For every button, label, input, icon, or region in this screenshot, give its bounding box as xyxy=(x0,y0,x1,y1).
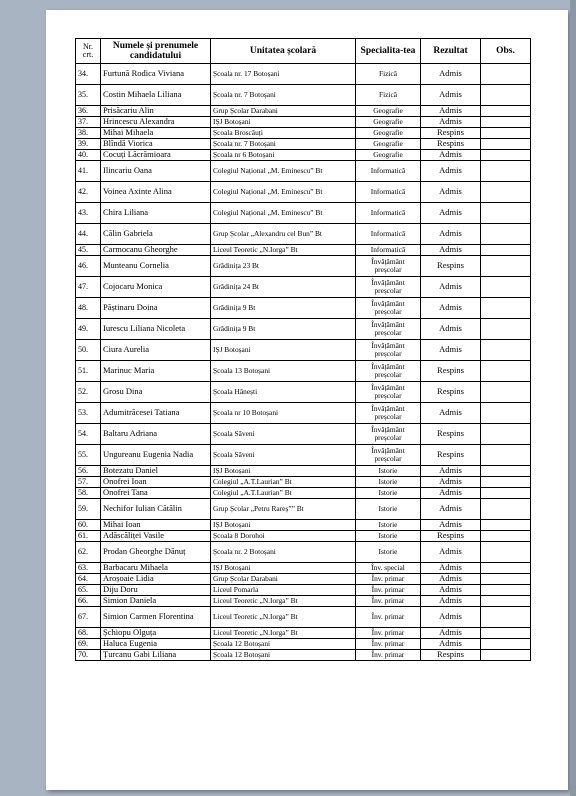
cell-name: Hrincescu Alexandra xyxy=(101,117,211,128)
cell-spec: Fizică xyxy=(356,85,421,106)
cell-obs xyxy=(481,499,531,520)
cell-spec: Înv. primar xyxy=(356,650,421,661)
cell-spec: Geografie xyxy=(356,150,421,161)
cell-obs xyxy=(481,245,531,256)
cell-name: Ungureanu Eugenia Nadia xyxy=(101,445,211,466)
table-row xyxy=(76,117,531,128)
cell-unit: Grup Școlar Darabani xyxy=(211,574,356,585)
cell-nr: 49. xyxy=(76,319,101,340)
cell-unit: Colegiul Național „M. Eminescu” Bt xyxy=(211,203,356,224)
cell-name: Adăscăliței Vasile xyxy=(101,531,211,542)
cell-unit: Școala nr. 7 Botoșani xyxy=(211,85,356,106)
cell-rez: Admis xyxy=(421,161,481,182)
cell-rez: Admis xyxy=(421,607,481,628)
cell-obs xyxy=(481,361,531,382)
cell-nr: 37. xyxy=(76,117,101,128)
cell-name: Baltaru Adriana xyxy=(101,424,211,445)
cell-name: Ciura Aurelia xyxy=(101,340,211,361)
cell-spec: Înv. primar xyxy=(356,574,421,585)
cell-nr: 56. xyxy=(76,466,101,477)
cell-obs xyxy=(481,203,531,224)
cell-unit: Grădinița 23 Bt xyxy=(211,256,356,277)
cell-nr: 36. xyxy=(76,106,101,117)
cell-nr: 44. xyxy=(76,224,101,245)
cell-unit: Colegiul Național „M. Eminescu” Bt xyxy=(211,161,356,182)
cell-obs xyxy=(481,403,531,424)
table-row xyxy=(76,403,531,424)
cell-nr: 62. xyxy=(76,542,101,563)
cell-rez: Admis xyxy=(421,340,481,361)
cell-nr: 69. xyxy=(76,639,101,650)
cell-rez: Admis xyxy=(421,488,481,499)
cell-obs xyxy=(481,628,531,639)
cell-rez: Admis xyxy=(421,319,481,340)
header-obs: Obs. xyxy=(481,39,531,64)
table-body xyxy=(76,64,531,661)
cell-rez: Admis xyxy=(421,563,481,574)
cell-spec: Înv. primar xyxy=(356,585,421,596)
cell-unit: Școala Broscăuți xyxy=(211,128,356,139)
cell-unit: IȘJ Botoșani xyxy=(211,466,356,477)
cell-spec: Istorie xyxy=(356,499,421,520)
cell-spec: Învățământ preșcolar xyxy=(356,319,421,340)
cell-name: Haluca Eugenia xyxy=(101,639,211,650)
cell-unit: Școala nr. 7 Botoșani xyxy=(211,139,356,150)
cell-spec: Geografie xyxy=(356,128,421,139)
cell-unit: Școala 12 Botoșani xyxy=(211,650,356,661)
cell-nr: 40. xyxy=(76,150,101,161)
cell-name: Călin Gabriela xyxy=(101,224,211,245)
cell-spec: Învățământ preșcolar xyxy=(356,340,421,361)
cell-unit: Grădinița 24 Bt xyxy=(211,277,356,298)
cell-nr: 34. xyxy=(76,64,101,85)
cell-name: Păștinaru Doina xyxy=(101,298,211,319)
cell-rez: Admis xyxy=(421,596,481,607)
cell-nr: 65. xyxy=(76,585,101,596)
cell-rez: Admis xyxy=(421,64,481,85)
cell-unit: Școala nr 10 Botoșani xyxy=(211,403,356,424)
table-row xyxy=(76,563,531,574)
cell-unit: Liceul Pomarla xyxy=(211,585,356,596)
cell-obs xyxy=(481,382,531,403)
cell-nr: 67. xyxy=(76,607,101,628)
cell-obs xyxy=(481,520,531,531)
cell-name: Chira Liliana xyxy=(101,203,211,224)
cell-obs xyxy=(481,64,531,85)
cell-obs xyxy=(481,424,531,445)
cell-unit: IȘJ Botoșani xyxy=(211,563,356,574)
cell-spec: Istorie xyxy=(356,466,421,477)
cell-rez: Admis xyxy=(421,542,481,563)
table-header-row xyxy=(76,39,531,64)
table-row xyxy=(76,466,531,477)
cell-name: Onofrei Ioan xyxy=(101,477,211,488)
cell-spec: Geografie xyxy=(356,139,421,150)
cell-name: Munteanu Cornelia xyxy=(101,256,211,277)
cell-nr: 60. xyxy=(76,520,101,531)
cell-obs xyxy=(481,128,531,139)
cell-rez: Admis xyxy=(421,574,481,585)
cell-unit: Colegiul Național „M. Eminescu” Bt xyxy=(211,182,356,203)
table-row xyxy=(76,628,531,639)
table-row xyxy=(76,607,531,628)
cell-nr: 48. xyxy=(76,298,101,319)
cell-nr: 53. xyxy=(76,403,101,424)
table-row xyxy=(76,182,531,203)
cell-unit: Școala 12 Botoșani xyxy=(211,639,356,650)
table-row xyxy=(76,382,531,403)
table-row xyxy=(76,361,531,382)
cell-unit: IȘJ Botoșani xyxy=(211,340,356,361)
cell-nr: 59. xyxy=(76,499,101,520)
header-rez: Rezultat xyxy=(421,39,481,64)
cell-nr: 50. xyxy=(76,340,101,361)
cell-name: Furtună Rodica Viviana xyxy=(101,64,211,85)
cell-spec: Învățământ preșcolar xyxy=(356,403,421,424)
table-row xyxy=(76,203,531,224)
cell-name: Ilincariu Oana xyxy=(101,161,211,182)
cell-unit: Grădinița 9 Bt xyxy=(211,298,356,319)
cell-unit: Colegiul „A.T.Laurian” Bt xyxy=(211,488,356,499)
cell-obs xyxy=(481,585,531,596)
cell-rez: Respins xyxy=(421,531,481,542)
cell-obs xyxy=(481,277,531,298)
cell-name: Mihai Mihaela xyxy=(101,128,211,139)
cell-rez: Admis xyxy=(421,499,481,520)
cell-unit: Școala 8 Dorohoi xyxy=(211,531,356,542)
cell-spec: Înv. primar xyxy=(356,639,421,650)
cell-unit: Liceul Teoretic „N.Iorga” Bt xyxy=(211,607,356,628)
cell-obs xyxy=(481,563,531,574)
header-nr: Nr. crt. xyxy=(76,39,101,64)
cell-spec: Geografie xyxy=(356,117,421,128)
window-edge xyxy=(570,0,576,796)
cell-unit: IȘJ Botoșani xyxy=(211,520,356,531)
cell-unit: Școala Hănești xyxy=(211,382,356,403)
cell-rez: Respins xyxy=(421,128,481,139)
cell-obs xyxy=(481,298,531,319)
header-spec: Specialita-tea xyxy=(356,39,421,64)
cell-name: Mihai Ioan xyxy=(101,520,211,531)
cell-spec: Înv. primar xyxy=(356,628,421,639)
table-row xyxy=(76,574,531,585)
cell-name: Cojocaru Monica xyxy=(101,277,211,298)
document-page xyxy=(46,10,568,790)
cell-spec: Informatică xyxy=(356,203,421,224)
cell-obs xyxy=(481,488,531,499)
table-row xyxy=(76,499,531,520)
cell-rez: Respins xyxy=(421,139,481,150)
cell-spec: Informatică xyxy=(356,161,421,182)
cell-name: Grosu Dina xyxy=(101,382,211,403)
cell-spec: Învățământ preșcolar xyxy=(356,361,421,382)
cell-obs xyxy=(481,542,531,563)
header-unit: Unitatea școlară xyxy=(211,39,356,64)
cell-spec: Fizică xyxy=(356,64,421,85)
cell-obs xyxy=(481,477,531,488)
cell-rez: Admis xyxy=(421,520,481,531)
cell-rez: Admis xyxy=(421,106,481,117)
cell-unit: Grădinița 9 Bt xyxy=(211,319,356,340)
cell-unit: Grup Școlar „Petru Rareș”” Bt xyxy=(211,499,356,520)
cell-rez: Respins xyxy=(421,650,481,661)
cell-name: Adumitrăcesei Tatiana xyxy=(101,403,211,424)
cell-rez: Admis xyxy=(421,639,481,650)
cell-spec: Istorie xyxy=(356,520,421,531)
table-row xyxy=(76,277,531,298)
cell-rez: Respins xyxy=(421,256,481,277)
cell-nr: 58. xyxy=(76,488,101,499)
table-row xyxy=(76,106,531,117)
cell-obs xyxy=(481,161,531,182)
cell-spec: Informatică xyxy=(356,245,421,256)
cell-spec: Istorie xyxy=(356,488,421,499)
cell-unit: Grup Școlar Darabani xyxy=(211,106,356,117)
cell-obs xyxy=(481,117,531,128)
cell-unit: Școala Săveni xyxy=(211,424,356,445)
cell-unit: Grup Școlar „Alexandru cel Bun” Bt xyxy=(211,224,356,245)
cell-obs xyxy=(481,596,531,607)
table-row xyxy=(76,139,531,150)
table-row xyxy=(76,224,531,245)
cell-obs xyxy=(481,182,531,203)
cell-name: Carmocanu Gheorghe xyxy=(101,245,211,256)
cell-name: Aroșoaie Lidia xyxy=(101,574,211,585)
cell-rez: Admis xyxy=(421,150,481,161)
cell-spec: Înv. special xyxy=(356,563,421,574)
cell-spec: Învățământ preșcolar xyxy=(356,445,421,466)
table-row xyxy=(76,150,531,161)
cell-name: Nechifor Iulian Cătălin xyxy=(101,499,211,520)
cell-rez: Admis xyxy=(421,224,481,245)
cell-rez: Admis xyxy=(421,203,481,224)
cell-spec: Învățământ preșcolar xyxy=(356,424,421,445)
cell-rez: Admis xyxy=(421,628,481,639)
cell-nr: 52. xyxy=(76,382,101,403)
cell-name: Prodan Gheorghe Dănuț xyxy=(101,542,211,563)
table-row xyxy=(76,256,531,277)
cell-unit: IȘJ Botoșani xyxy=(211,117,356,128)
cell-obs xyxy=(481,531,531,542)
table-row xyxy=(76,650,531,661)
cell-rez: Admis xyxy=(421,298,481,319)
cell-nr: 45. xyxy=(76,245,101,256)
cell-spec: Învățământ preșcolar xyxy=(356,298,421,319)
cell-obs xyxy=(481,650,531,661)
cell-name: Onofrei Tana xyxy=(101,488,211,499)
cell-rez: Admis xyxy=(421,117,481,128)
cell-nr: 66. xyxy=(76,596,101,607)
cell-obs xyxy=(481,607,531,628)
cell-nr: 47. xyxy=(76,277,101,298)
cell-unit: Școala Săveni xyxy=(211,445,356,466)
cell-obs xyxy=(481,224,531,245)
cell-name: Marinuc Maria xyxy=(101,361,211,382)
cell-name: Cocuți Lăcrămioara xyxy=(101,150,211,161)
table-row xyxy=(76,531,531,542)
cell-unit: Școala nr 6 Botoșani xyxy=(211,150,356,161)
cell-name: Țurcanu Gabi Liliana xyxy=(101,650,211,661)
table-row xyxy=(76,424,531,445)
results-table xyxy=(75,38,531,661)
cell-obs xyxy=(481,319,531,340)
table-row xyxy=(76,488,531,499)
cell-spec: Informatică xyxy=(356,182,421,203)
table-row xyxy=(76,245,531,256)
cell-nr: 38. xyxy=(76,128,101,139)
cell-obs xyxy=(481,574,531,585)
cell-spec: Informatică xyxy=(356,224,421,245)
cell-spec: Înv. primar xyxy=(356,607,421,628)
cell-obs xyxy=(481,639,531,650)
header-name: Numele și prenumele candidatului xyxy=(101,39,211,64)
cell-spec: Istorie xyxy=(356,542,421,563)
cell-name: Prisăcariu Alin xyxy=(101,106,211,117)
cell-nr: 35. xyxy=(76,85,101,106)
cell-rez: Respins xyxy=(421,424,481,445)
cell-unit: Școala nr. 17 Botoșani xyxy=(211,64,356,85)
cell-unit: Liceul Teoretic „N.Iorga” Bt xyxy=(211,628,356,639)
cell-nr: 42. xyxy=(76,182,101,203)
table-row xyxy=(76,596,531,607)
cell-spec: Istorie xyxy=(356,477,421,488)
cell-obs xyxy=(481,150,531,161)
cell-rez: Admis xyxy=(421,477,481,488)
cell-nr: 43. xyxy=(76,203,101,224)
cell-nr: 70. xyxy=(76,650,101,661)
table-row xyxy=(76,340,531,361)
cell-nr: 63. xyxy=(76,563,101,574)
cell-nr: 46. xyxy=(76,256,101,277)
cell-obs xyxy=(481,139,531,150)
table-row xyxy=(76,298,531,319)
cell-rez: Admis xyxy=(421,403,481,424)
cell-nr: 41. xyxy=(76,161,101,182)
cell-nr: 57. xyxy=(76,477,101,488)
cell-spec: Învățământ preșcolar xyxy=(356,277,421,298)
cell-unit: Școala 13 Botoșani xyxy=(211,361,356,382)
cell-name: Diju Doru xyxy=(101,585,211,596)
table-row xyxy=(76,319,531,340)
cell-rez: Admis xyxy=(421,585,481,596)
cell-spec: Învățământ preșcolar xyxy=(356,256,421,277)
cell-unit: Liceul Teoretic „N.Iorga” Bt xyxy=(211,245,356,256)
cell-unit: Liceul Teoretic „N.Iorga” Bt xyxy=(211,596,356,607)
cell-rez: Admis xyxy=(421,245,481,256)
cell-obs xyxy=(481,445,531,466)
cell-rez: Respins xyxy=(421,382,481,403)
cell-nr: 51. xyxy=(76,361,101,382)
cell-name: Iurescu Liliana Nicoleta xyxy=(101,319,211,340)
cell-nr: 68. xyxy=(76,628,101,639)
cell-rez: Admis xyxy=(421,277,481,298)
cell-rez: Respins xyxy=(421,361,481,382)
cell-name: Simion Carmen Florentina xyxy=(101,607,211,628)
cell-obs xyxy=(481,256,531,277)
cell-nr: 64. xyxy=(76,574,101,585)
cell-rez: Admis xyxy=(421,85,481,106)
cell-obs xyxy=(481,340,531,361)
cell-name: Blîndă Viorica xyxy=(101,139,211,150)
cell-unit: Colegiul „A.T.Laurian” Bt xyxy=(211,477,356,488)
table-row xyxy=(76,477,531,488)
cell-obs xyxy=(481,466,531,477)
cell-name: Barbacaru Mihaela xyxy=(101,563,211,574)
table-row xyxy=(76,520,531,531)
cell-nr: 61. xyxy=(76,531,101,542)
cell-nr: 55. xyxy=(76,445,101,466)
table-row xyxy=(76,85,531,106)
cell-name: Botezatu Daniel xyxy=(101,466,211,477)
table-row xyxy=(76,542,531,563)
table-row xyxy=(76,445,531,466)
cell-obs xyxy=(481,106,531,117)
cell-rez: Respins xyxy=(421,445,481,466)
cell-rez: Admis xyxy=(421,182,481,203)
table-row xyxy=(76,64,531,85)
cell-obs xyxy=(481,85,531,106)
table-row xyxy=(76,161,531,182)
table-row xyxy=(76,585,531,596)
cell-spec: Geografie xyxy=(356,106,421,117)
table-row xyxy=(76,639,531,650)
cell-name: Șchiopu Olguța xyxy=(101,628,211,639)
cell-unit: Școala nr. 2 Botoșani xyxy=(211,542,356,563)
cell-rez: Admis xyxy=(421,466,481,477)
cell-spec: Istorie xyxy=(356,531,421,542)
table-row xyxy=(76,128,531,139)
cell-nr: 54. xyxy=(76,424,101,445)
cell-spec: Înv. primar xyxy=(356,596,421,607)
cell-name: Simion Daniela xyxy=(101,596,211,607)
cell-name: Voinea Axinte Alina xyxy=(101,182,211,203)
cell-nr: 39. xyxy=(76,139,101,150)
cell-name: Costin Mihaela Liliana xyxy=(101,85,211,106)
cell-spec: Învățământ preșcolar xyxy=(356,382,421,403)
